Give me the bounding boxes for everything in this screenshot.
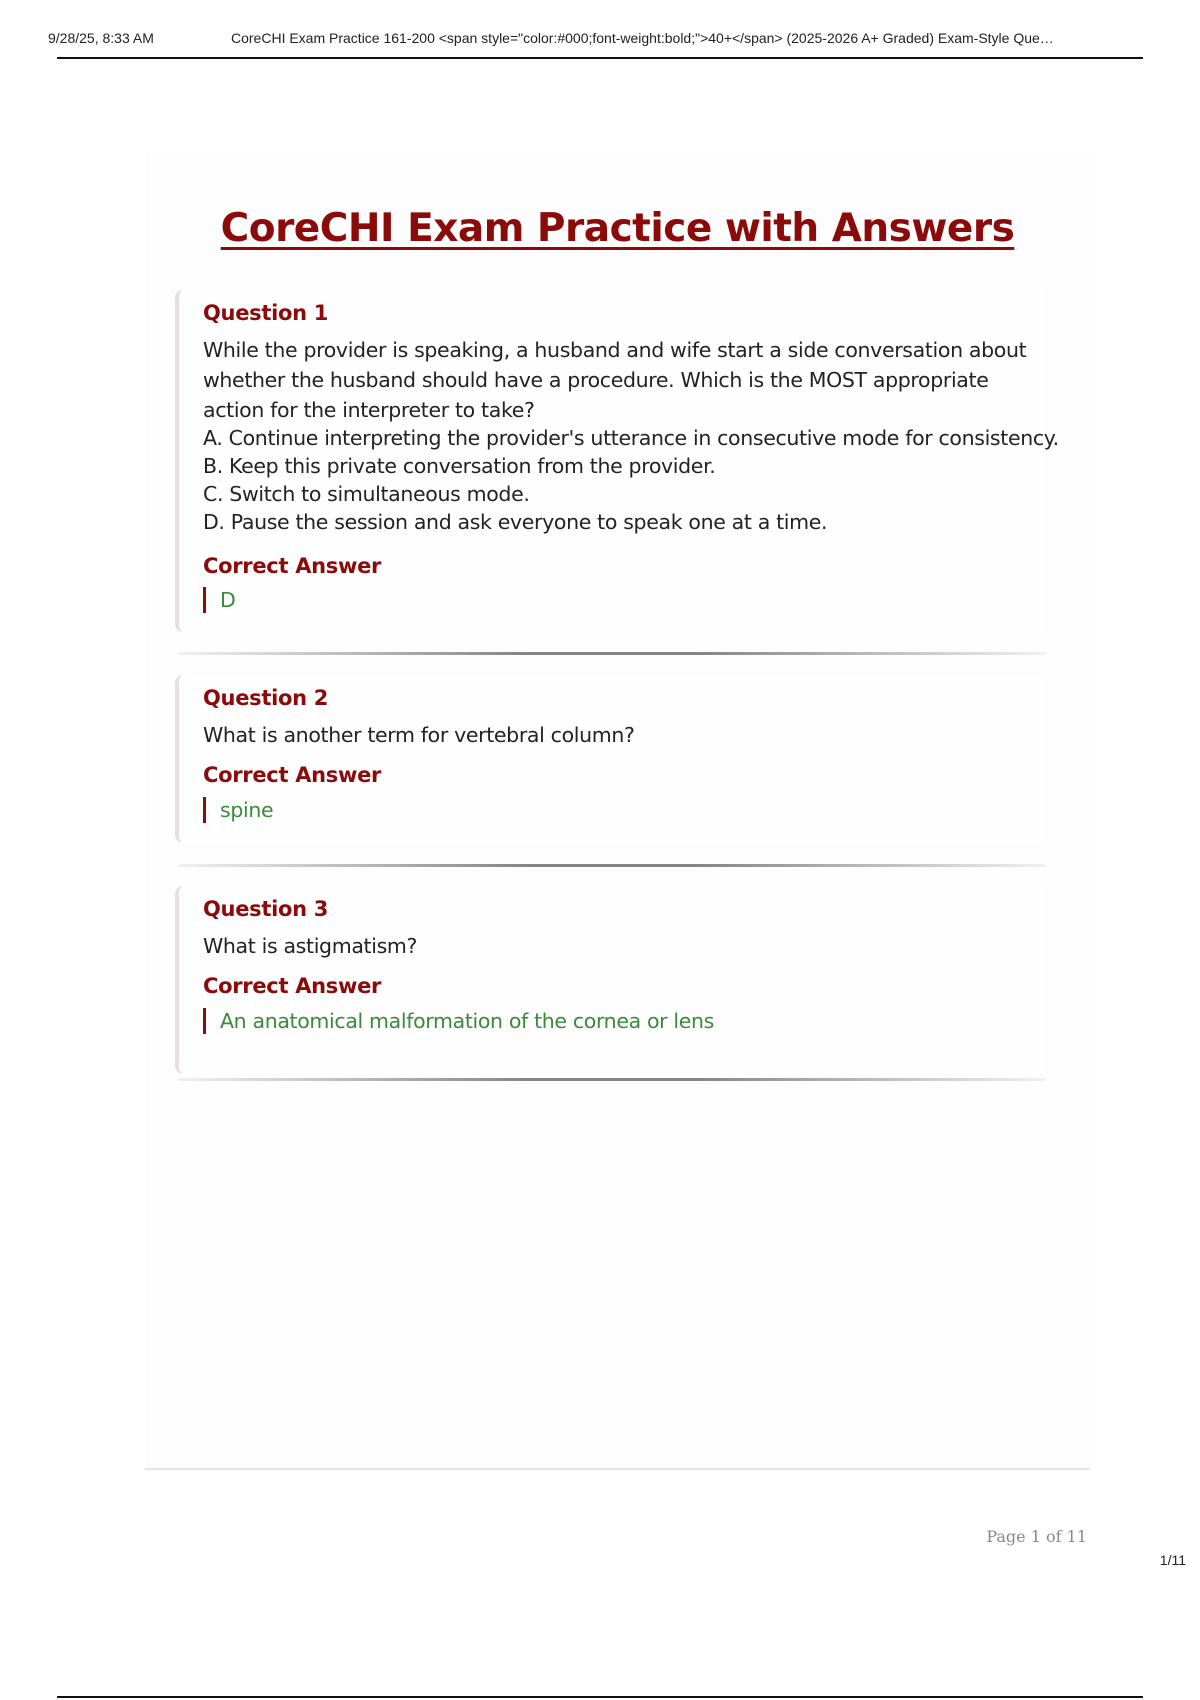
question-divider bbox=[178, 652, 1046, 655]
answer-option-b: B. Keep this private conversation from the provider. bbox=[203, 454, 716, 478]
question-card-3 bbox=[175, 886, 1045, 1074]
correct-answer-value: D bbox=[203, 587, 235, 613]
print-page-count: 1/11 bbox=[1159, 1552, 1186, 1568]
question-label: Question 1 bbox=[203, 301, 329, 325]
correct-answer-label: Correct Answer bbox=[203, 763, 382, 787]
question-label: Question 2 bbox=[203, 686, 329, 710]
question-card-2 bbox=[175, 675, 1045, 843]
correct-answer-value: spine bbox=[203, 797, 273, 823]
answer-option-c: C. Switch to simultaneous mode. bbox=[203, 482, 530, 506]
question-divider bbox=[178, 1078, 1046, 1081]
answer-option-d: D. Pause the session and ask everyone to speak one at a time. bbox=[203, 510, 828, 534]
document-title: CoreCHI Exam Practice with Answers bbox=[220, 206, 1015, 251]
print-page-title: CoreCHI Exam Practice 161-200 <span style="color:#000;font-weight:bold;">40+</span> (2025-2026 A+ Graded) Exam-Style Que… bbox=[231, 30, 1054, 46]
question-text: What is astigmatism? bbox=[203, 934, 418, 958]
question-card-1 bbox=[175, 290, 1059, 632]
print-header bbox=[0, 0, 1200, 58]
correct-answer-value: An anatomical malformation of the cornea or lens bbox=[203, 1008, 714, 1034]
answer-option-a: A. Continue interpreting the provider's utterance in consecutive mode for consistency. bbox=[203, 426, 1059, 450]
footer-print-divider bbox=[57, 1696, 1143, 1698]
question-divider bbox=[178, 864, 1046, 867]
footer-divider bbox=[145, 1468, 1090, 1470]
question-text: What is another term for vertebral column? bbox=[203, 723, 635, 747]
correct-answer-label: Correct Answer bbox=[203, 554, 382, 578]
page-number: Page 1 of 11 bbox=[986, 1527, 1087, 1546]
print-date: 9/28/25, 8:33 AM bbox=[48, 30, 154, 46]
question-label: Question 3 bbox=[203, 897, 329, 921]
correct-answer-label: Correct Answer bbox=[203, 974, 382, 998]
header-divider bbox=[57, 57, 1143, 59]
question-text: While the provider is speaking, a husband and wife start a side conversation about whether the husband should have a procedure. Which is the MOST appropriate action for the interpreter to take? bbox=[203, 338, 1027, 422]
